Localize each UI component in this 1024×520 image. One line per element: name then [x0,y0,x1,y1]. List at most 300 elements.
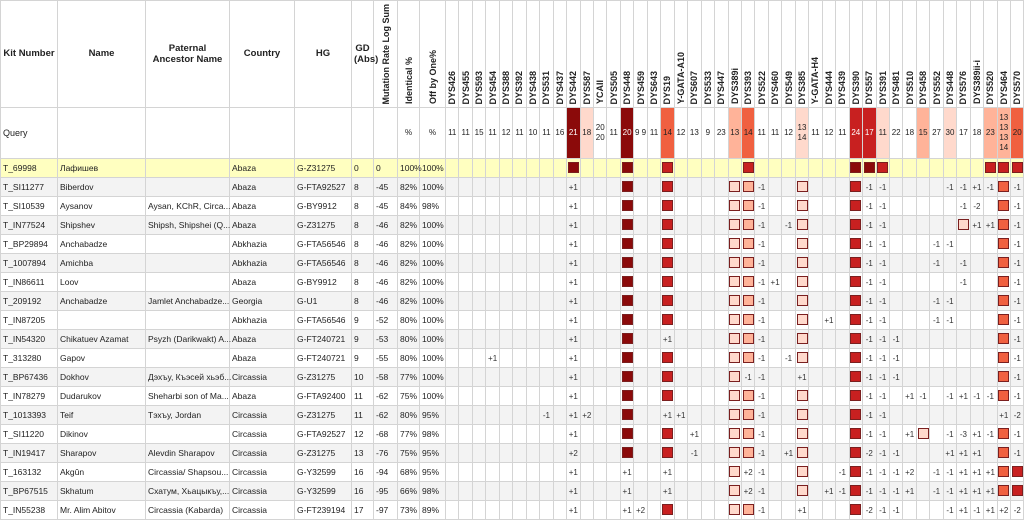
marker-cell-dys448 [943,329,956,348]
marker-cell-dys460 [768,196,781,215]
marker-cell-dys458 [916,443,929,462]
marker-header-label: DYS391 [877,70,888,105]
off-by-one-cell: 100% [420,234,446,253]
marker-cell-dys447 [715,405,728,424]
marker-cell-dys520 [984,405,997,424]
marker-header-dys426[interactable] [446,1,459,108]
marker-header-y-gata-h4[interactable] [809,1,822,108]
header-row [1,1,1024,108]
marker-cell-dys426 [446,481,459,500]
table-row[interactable] [1,329,1024,348]
marker-diff-value: +1 [972,429,982,439]
marker-diff-value: -1 [758,486,766,496]
marker-diff-value: -1 [986,429,994,439]
marker-cell-dys593 [472,462,485,481]
marker-cell-dys19 [661,367,674,386]
marker-header-dys393[interactable] [741,1,754,108]
marker-color-square [729,276,740,287]
marker-diff-value: -1 [892,467,900,477]
marker-diff-value: -1 [758,410,766,420]
marker-cell-dys505 [607,405,620,424]
marker-cell-dys520 [984,272,997,291]
marker-header-dys460[interactable] [768,1,781,108]
marker-diff-value: +1 [972,448,982,458]
marker-cell-dys587 [580,443,593,462]
marker-cell-dys393 [741,234,754,253]
marker-diff-value: -1 [758,182,766,192]
marker-cell-dys426 [446,462,459,481]
marker-color-square [797,485,808,496]
marker-diff-value: +1 [568,315,578,325]
marker-cell-dys549 [782,253,795,272]
marker-color-square [622,390,633,401]
marker-cell-dys447 [715,348,728,367]
marker-cell-dys520 [984,234,997,253]
marker-cell-dys570 [1011,443,1024,462]
marker-cell-dys531 [540,329,553,348]
kit-number-cell: T_IN77524 [1,215,58,234]
marker-cell-dys459 [634,310,647,329]
marker-cell-dys448 [943,443,956,462]
query-row [1,107,1024,158]
marker-header-dys570[interactable] [1011,1,1024,108]
marker-cell-dys444 [822,291,835,310]
marker-header-dys464[interactable] [997,1,1010,108]
marker-cell-dys552 [930,367,943,386]
marker-cell-dys505 [607,500,620,519]
marker-color-square [998,219,1009,230]
marker-header-dys447[interactable] [715,1,728,108]
marker-cell-dys444 [822,158,835,177]
marker-cell-dys481 [889,500,902,519]
marker-cell-dys389i [728,196,741,215]
marker-diff-value: -1 [892,448,900,458]
marker-header-dys533[interactable] [701,1,714,108]
marker-cell-dys459 [634,367,647,386]
marker-diff-value: -1 [932,239,941,249]
marker-cell-dys607 [688,500,701,519]
marker-cell-dys522 [755,348,768,367]
marker-cell-dys576 [957,481,970,500]
marker-cell-y-gata-h4 [809,310,822,329]
mutation-rate-cell: -62 [374,386,398,405]
marker-diff-value: -1 [879,448,887,458]
marker-cell-dys448 [620,367,633,386]
marker-cell-dys448 [620,443,633,462]
marker-cell-dys437 [553,424,566,443]
marker-cell-dys520 [984,196,997,215]
marker-cell-dys464 [997,196,1010,215]
marker-cell-dys643 [647,215,660,234]
table-row[interactable] [1,253,1024,272]
gd-cell: 16 [352,481,374,500]
marker-diff-value: +1 [985,467,995,477]
marker-cell-dys391 [876,234,889,253]
marker-cell-dys520 [984,291,997,310]
marker-cell-dys458 [916,462,929,481]
marker-cell-dys448 [943,386,956,405]
marker-color-square [743,428,754,439]
query-value-dys522: 11 [755,107,768,158]
marker-header-label: DYS557 [864,70,875,105]
marker-cell-dys570 [1011,253,1024,272]
query-value-dys607: 13 [688,107,701,158]
marker-cell-dys19 [661,462,674,481]
header-gd[interactable]: GD (Abs) [352,1,374,108]
marker-diff-value: -1 [865,372,873,382]
marker-header-dys549[interactable] [782,1,795,108]
marker-cell-dys444 [822,329,835,348]
identical-cell: 82% [398,215,420,234]
table-row[interactable] [1,234,1024,253]
marker-header-dys505[interactable] [607,1,620,108]
marker-cell-dys390 [849,405,862,424]
table-row[interactable] [1,424,1024,443]
marker-header-dys19[interactable] [661,1,674,108]
marker-header-dys576[interactable] [957,1,970,108]
header-paternal-ancestor[interactable]: Paternal Ancestor Name [146,1,230,108]
marker-cell-dys454 [486,386,499,405]
marker-cell-dys458 [916,481,929,500]
marker-header-dys389i[interactable] [728,1,741,108]
marker-cell-dys593 [472,367,485,386]
marker-cell-dys552 [930,424,943,443]
header-identical[interactable] [398,1,420,108]
table-row[interactable] [1,462,1024,481]
marker-cell-ycaii [593,177,606,196]
marker-header-dys643[interactable] [647,1,660,108]
marker-cell-dys549 [782,177,795,196]
gd-cell: 10 [352,367,374,386]
marker-cell-dys481 [889,329,902,348]
marker-cell-dys448 [620,291,633,310]
marker-cell-dys593 [472,348,485,367]
marker-header-dys522[interactable] [755,1,768,108]
marker-cell-dys390 [849,481,862,500]
marker-color-square [850,162,861,173]
marker-color-square [622,162,633,173]
identical-cell: 77% [398,424,420,443]
marker-cell-dys390 [849,367,862,386]
marker-diff-value: -1 [879,372,887,382]
marker-diff-value: -1 [1013,315,1021,325]
marker-header-dys389ii-i[interactable] [970,1,983,108]
marker-diff-value: +1 [972,182,982,192]
query-value-dys448: 20 [620,107,633,158]
marker-cell-dys437 [553,329,566,348]
marker-cell-dys505 [607,367,620,386]
marker-cell-dys389ii-i [970,405,983,424]
query-value-dys459: 9 9 [634,107,647,158]
marker-cell-dys448 [943,310,956,329]
ancestor-cell [146,348,230,367]
marker-cell-y-gata-a10 [674,291,687,310]
marker-header-dys442[interactable] [567,1,580,108]
marker-cell-dys388 [499,291,512,310]
marker-header-dys391[interactable] [876,1,889,108]
marker-cell-dys576 [957,291,970,310]
marker-cell-dys531 [540,462,553,481]
marker-diff-value: +1 [985,505,995,515]
country-cell: Abkhazia [230,234,295,253]
marker-header-dys552[interactable] [930,1,943,108]
table-row[interactable] [1,443,1024,462]
identical-cell: 77% [398,367,420,386]
hg-cell: G-FTA56546 [295,253,352,272]
marker-cell-dys448 [620,253,633,272]
marker-cell-dys549 [782,329,795,348]
marker-cell-dys448 [943,158,956,177]
marker-color-square [622,314,633,325]
marker-cell-dys481 [889,253,902,272]
marker-cell-dys593 [472,443,485,462]
marker-cell-dys442 [567,177,580,196]
marker-cell-dys531 [540,291,553,310]
table-row[interactable] [1,367,1024,386]
table-row[interactable] [1,500,1024,519]
marker-header-dys557[interactable] [863,1,876,108]
marker-cell-dys447 [715,215,728,234]
table-row[interactable] [1,177,1024,196]
marker-cell-dys444 [822,196,835,215]
marker-cell-dys607 [688,405,701,424]
hg-cell: G-Y32599 [295,481,352,500]
identical-cell: 68% [398,462,420,481]
marker-cell-dys426 [446,424,459,443]
marker-cell-dys522 [755,443,768,462]
marker-cell-dys481 [889,215,902,234]
marker-header-dys390[interactable] [849,1,862,108]
marker-diff-value: +1 [568,334,578,344]
marker-cell-dys459 [634,158,647,177]
query-value-dys392: 11 [513,107,526,158]
marker-cell-dys576 [957,234,970,253]
marker-cell-dys458 [916,405,929,424]
marker-header-dys458[interactable] [916,1,929,108]
header-off-by-one-label: Off by One% [427,50,438,105]
marker-cell-y-gata-a10 [674,462,687,481]
marker-color-square [662,238,673,249]
marker-cell-dys391 [876,405,889,424]
marker-cell-dys460 [768,462,781,481]
marker-diff-value: -2 [865,505,873,515]
marker-header-dys454[interactable] [486,1,499,108]
marker-cell-dys455 [459,348,472,367]
marker-cell-dys448 [620,481,633,500]
marker-cell-dys593 [472,386,485,405]
marker-cell-dys460 [768,405,781,424]
marker-color-square [797,428,808,439]
marker-cell-dys392 [513,158,526,177]
marker-diff-value: -1 [865,220,873,230]
marker-header-dys455[interactable] [459,1,472,108]
marker-header-dys510[interactable] [903,1,916,108]
marker-cell-dys439 [836,329,849,348]
marker-color-square [662,371,673,382]
marker-header-y-gata-a10[interactable] [674,1,687,108]
marker-diff-value: +1 [689,429,699,439]
header-country[interactable]: Country [230,1,295,108]
marker-header-dys385[interactable] [795,1,808,108]
marker-cell-dys593 [472,215,485,234]
marker-color-square [850,485,861,496]
marker-cell-dys607 [688,310,701,329]
marker-header-dys587[interactable] [580,1,593,108]
marker-header-dys444[interactable] [822,1,835,108]
marker-cell-dys389ii-i [970,367,983,386]
marker-cell-dys454 [486,234,499,253]
marker-cell-dys587 [580,348,593,367]
marker-cell-dys460 [768,291,781,310]
marker-cell-dys460 [768,253,781,272]
mutation-rate-cell: -58 [374,367,398,386]
marker-color-square [743,276,754,287]
table-row[interactable] [1,272,1024,291]
marker-cell-dys388 [499,481,512,500]
marker-header-dys531[interactable] [540,1,553,108]
marker-color-square [729,371,740,382]
gd-cell: 9 [352,329,374,348]
country-cell: Abaza [230,348,295,367]
marker-header-dys437[interactable] [553,1,566,108]
table-row[interactable] [1,348,1024,367]
marker-color-square [743,295,754,306]
marker-cell-dys385 [795,329,808,348]
marker-cell-dys19 [661,329,674,348]
table-row[interactable] [1,196,1024,215]
marker-cell-dys438 [526,329,539,348]
marker-cell-dys439 [836,462,849,481]
header-kit-number[interactable]: Kit Number [1,1,58,108]
marker-cell-dys454 [486,253,499,272]
marker-header-dys448[interactable] [943,1,956,108]
marker-header-dys439[interactable] [836,1,849,108]
marker-cell-y-gata-h4 [809,272,822,291]
header-hg[interactable]: HG [295,1,352,108]
marker-cell-dys426 [446,443,459,462]
marker-cell-dys522 [755,481,768,500]
marker-diff-value: -1 [865,334,873,344]
marker-cell-dys438 [526,462,539,481]
marker-cell-dys454 [486,291,499,310]
marker-header-label: DYS458 [918,70,929,105]
hg-cell: G-FTA56546 [295,234,352,253]
marker-cell-dys607 [688,158,701,177]
table-row[interactable] [1,215,1024,234]
marker-diff-value: -3 [959,429,967,439]
marker-cell-dys448 [943,348,956,367]
marker-cell-dys19 [661,177,674,196]
marker-diff-value: +2 [743,486,753,496]
table-row[interactable] [1,405,1024,424]
marker-header-dys593[interactable] [472,1,485,108]
marker-cell-dys426 [446,158,459,177]
marker-color-square [662,162,673,173]
marker-cell-dys557 [863,443,876,462]
marker-header-dys459[interactable] [634,1,647,108]
marker-diff-value: -1 [784,220,793,230]
marker-diff-value: +2 [582,410,592,420]
marker-cell-dys444 [822,367,835,386]
table-row[interactable] [1,310,1024,329]
header-off-by-one[interactable] [420,1,446,108]
marker-color-square [797,409,808,420]
marker-diff-value: -1 [758,448,766,458]
marker-color-square [850,352,861,363]
marker-cell-dys549 [782,443,795,462]
marker-cell-dys510 [903,272,916,291]
marker-cell-dys510 [903,348,916,367]
marker-cell-dys593 [472,424,485,443]
table-row[interactable] [1,386,1024,405]
marker-header-dys388[interactable] [499,1,512,108]
ancestor-cell: Psyzh (Darikwakt) A... [146,329,230,348]
table-row[interactable] [1,158,1024,177]
marker-cell-dys388 [499,348,512,367]
marker-diff-value: -1 [946,391,954,401]
marker-color-square [743,238,754,249]
marker-header-dys481[interactable] [889,1,902,108]
name-cell: Dudarukov [58,386,146,405]
marker-header-dys438[interactable] [526,1,539,108]
marker-diff-value: +1 [985,486,995,496]
marker-cell-dys481 [889,291,902,310]
marker-cell-dys458 [916,272,929,291]
marker-diff-value: +1 [972,486,982,496]
marker-cell-dys481 [889,348,902,367]
marker-diff-value: -1 [1013,353,1021,363]
marker-header-dys607[interactable] [688,1,701,108]
marker-cell-dys531 [540,367,553,386]
marker-diff-value: -1 [919,391,927,401]
marker-cell-dys533 [701,291,714,310]
marker-cell-dys439 [836,405,849,424]
marker-cell-dys438 [526,405,539,424]
marker-cell-dys439 [836,310,849,329]
marker-cell-dys643 [647,405,660,424]
marker-header-dys520[interactable] [984,1,997,108]
marker-cell-dys570 [1011,424,1024,443]
marker-header-dys448[interactable] [620,1,633,108]
marker-cell-dys389i [728,291,741,310]
gd-cell: 8 [352,177,374,196]
marker-diff-value: -2 [865,448,873,458]
table-row[interactable] [1,481,1024,500]
marker-header-dys392[interactable] [513,1,526,108]
marker-cell-dys437 [553,177,566,196]
marker-color-square [797,276,808,287]
marker-cell-dys460 [768,443,781,462]
marker-cell-dys444 [822,424,835,443]
header-name[interactable]: Name [58,1,146,108]
marker-color-square [998,352,1009,363]
marker-cell-dys455 [459,424,472,443]
marker-cell-dys438 [526,291,539,310]
marker-cell-dys455 [459,215,472,234]
marker-color-square [662,200,673,211]
marker-cell-dys458 [916,291,929,310]
marker-cell-dys505 [607,253,620,272]
marker-cell-dys510 [903,329,916,348]
marker-cell-dys570 [1011,386,1024,405]
marker-cell-dys393 [741,291,754,310]
marker-cell-dys481 [889,481,902,500]
marker-diff-value: +1 [568,505,578,515]
table-row[interactable] [1,291,1024,310]
marker-header-ycaii[interactable] [593,1,606,108]
marker-cell-dys426 [446,253,459,272]
marker-cell-dys437 [553,500,566,519]
